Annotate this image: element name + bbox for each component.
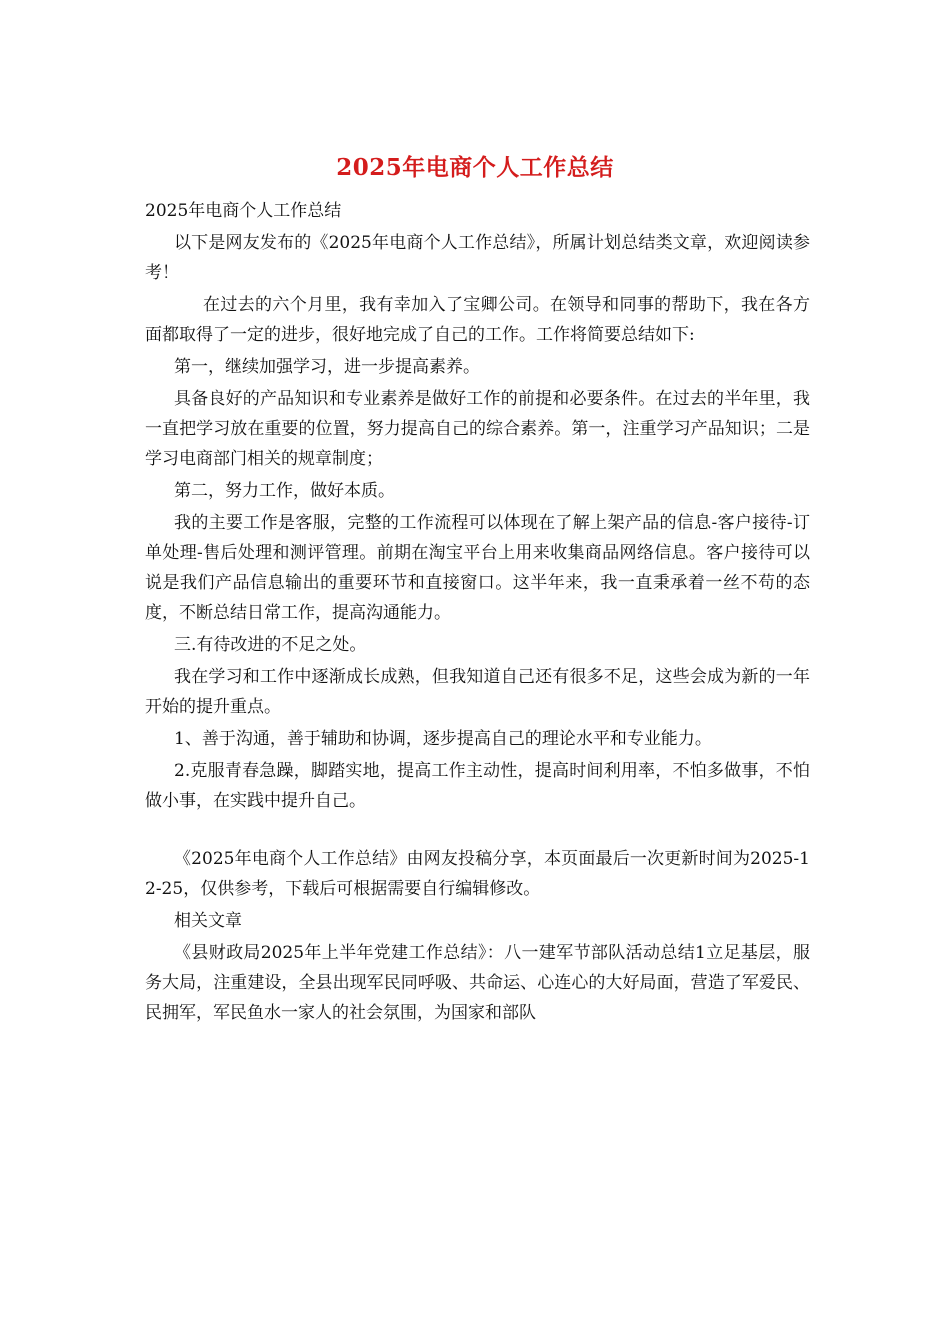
- document-title: 2025年电商个人工作总结: [336, 154, 614, 181]
- related-article-excerpt: 《县财政局2025年上半年党建工作总结》：八一建军节部队活动总结1立足基层，服务大局，注重建设，全县出现军民同呼吸、共命运、心连心的大好局面，营造了军爱民、民拥军，军民鱼水一家人的社会氛围，为国家和部队: [145, 943, 810, 1023]
- section-heading-1: 第一，继续加强学习，进一步提高素养。: [174, 357, 480, 377]
- intro-paragraph: 以下是网友发布的《2025年电商个人工作总结》，所属计划总结类文章，欢迎阅读参考！: [145, 233, 810, 283]
- section-heading-2: 第二，努力工作，做好本质。: [174, 481, 395, 501]
- improvement-item-2: 2.克服青春急躁，脚踏实地，提高工作主动性，提高时间利用率，不怕多做事，不怕做小事，在实践中提升自己。: [145, 761, 810, 811]
- section-heading-3: 三.有待改进的不足之处。: [174, 635, 367, 655]
- opening-paragraph: 在过去的六个月里，我有幸加入了宝卿公司。在领导和同事的帮助下，我在各方面都取得了一定的进步，很好地完成了自己的工作。工作将简要总结如下:: [145, 295, 810, 345]
- document-body: [145, 196, 810, 1028]
- improvement-item-1: 1、善于沟通，善于辅助和协调，逐步提高自己的理论水平和专业能力。: [174, 729, 712, 749]
- subtitle-line: 2025年电商个人工作总结: [145, 201, 342, 221]
- section-3-paragraph: 我在学习和工作中逐渐成长成熟，但我知道自己还有很多不足，这些会成为新的一年开始的提升重点。: [145, 667, 810, 717]
- footer-note-paragraph: 《2025年电商个人工作总结》由网友投稿分享，本页面最后一次更新时间为2025-12-25，仅供参考，下载后可根据需要自行编辑修改。: [145, 849, 810, 899]
- related-articles-heading: 相关文章: [174, 911, 242, 931]
- section-1-paragraph: 具备良好的产品知识和专业素养是做好工作的前提和必要条件。在过去的半年里，我一直把学习放在重要的位置，努力提高自己的综合素养。第一，注重学习产品知识；二是学习电商部门相关的规章制度；: [145, 389, 810, 469]
- section-2-paragraph: 我的主要工作是客服，完整的工作流程可以体现在了解上架产品的信息-客户接待-订单处理-售后处理和测评管理。前期在淘宝平台上用来收集商品网络信息。客户接待可以说是我们产品信息输出的重要环节和直接窗口。这半年来，我一直秉承着一丝不苟的态度，不断总结日常工作，提高沟通能力。: [145, 513, 810, 623]
